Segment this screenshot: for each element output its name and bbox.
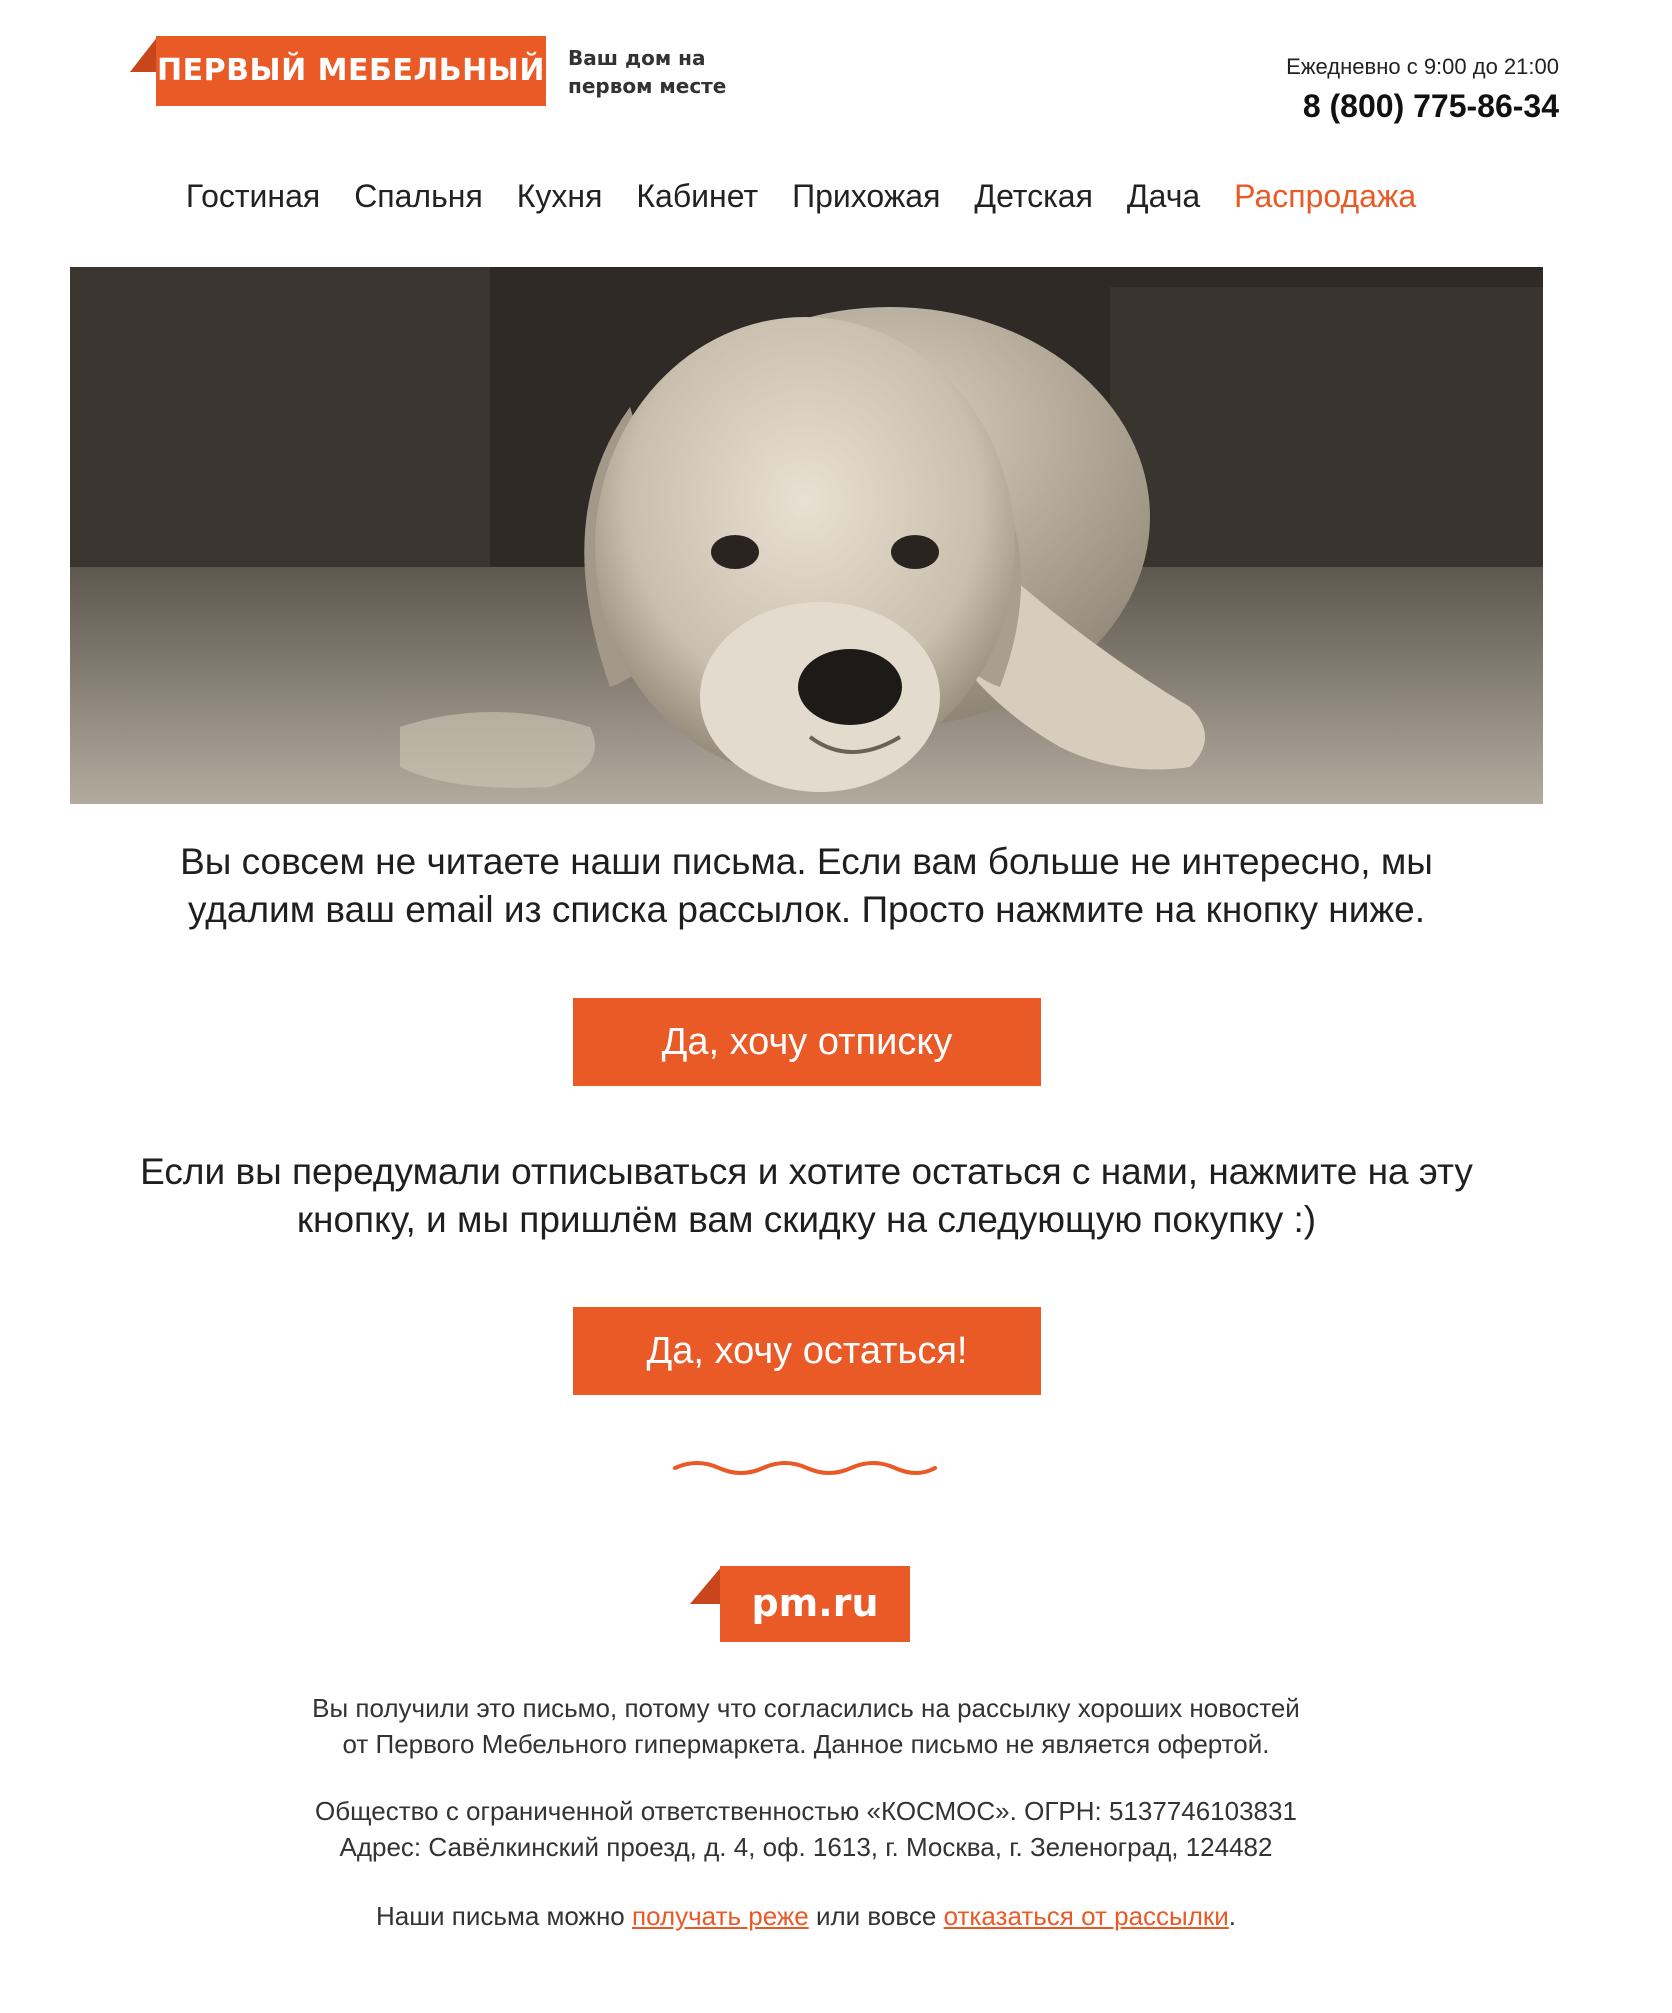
footer-logo-fold-shape	[690, 1566, 722, 1604]
footer-legal	[0, 1793, 1612, 1865]
nav-item-country-house[interactable]: Дача	[1126, 178, 1201, 214]
nav-item-living-room[interactable]: Гостиная	[185, 178, 321, 214]
receive-less-link[interactable]: получать реже	[632, 1901, 809, 1931]
footer-middle: или вовсе	[815, 1901, 937, 1931]
logo-text: ПЕРВЫЙ МЕБЕЛЬНЫЙ	[156, 36, 546, 106]
hero-dog-image	[70, 267, 1543, 804]
footer-prefix: Наши письма можно	[375, 1901, 625, 1931]
nav-item-kitchen[interactable]: Кухня	[516, 178, 603, 214]
unsubscribe-message	[70, 838, 1543, 934]
stay-subscribed-button[interactable]: Да, хочу остаться!	[573, 1307, 1041, 1395]
unsubscribe-link[interactable]: отказаться от рассылки	[943, 1901, 1229, 1931]
tagline-line1: Ваш дом на	[568, 46, 706, 70]
nav-item-office[interactable]: Кабинет	[636, 178, 759, 214]
message1-line1: Вы совсем не читаете наши письма. Если вам больше не интересно, мы	[180, 841, 1433, 882]
footer-line2: от Первого Мебельного гипермаркета. Данное письмо не является офертой.	[342, 1729, 1270, 1759]
working-hours: Ежедневно с 9:00 до 21:00	[1286, 54, 1559, 79]
nav-item-hallway[interactable]: Прихожая	[792, 178, 941, 214]
stay-message	[60, 1148, 1553, 1244]
nav-item-sale[interactable]: Распродажа	[1234, 178, 1417, 214]
message2-line2: кнопку, и мы пришлём вам скидку на следующую покупку :)	[296, 1199, 1317, 1240]
unsubscribe-button[interactable]: Да, хочу отписку	[573, 998, 1041, 1086]
logo-fold-shape	[130, 36, 158, 72]
tagline	[568, 44, 768, 100]
footer-notice	[0, 1690, 1612, 1762]
footer-logo-text: pm.ru	[720, 1566, 910, 1642]
tagline-line2: первом месте	[568, 74, 727, 98]
nav-item-kids-room[interactable]: Детская	[974, 178, 1093, 214]
nav-item-bedroom[interactable]: Спальня	[354, 178, 483, 214]
footer-line4: Адрес: Савёлкинский проезд, д. 4, оф. 1613, г. Москва, г. Зеленоград, 124482	[339, 1832, 1273, 1862]
dog-illustration	[70, 267, 1543, 804]
message2-line1: Если вы передумали отписываться и хотите остаться с нами, нажмите на эту	[140, 1151, 1473, 1192]
phone-number[interactable]: 8 (800) 775-86-34	[1302, 88, 1559, 124]
footer-line3: Общество с ограниченной ответственностью «КОСМОС». ОГРН: 5137746103831	[315, 1796, 1297, 1826]
footer-logo[interactable]	[690, 1566, 910, 1642]
footer-line1: Вы получили это письмо, потому что согласились на рассылку хороших новостей	[312, 1693, 1300, 1723]
footer-subscription-options	[0, 1898, 1612, 1934]
wave-divider-icon	[673, 1456, 937, 1480]
message1-line2: удалим ваш email из списка рассылок. Просто нажмите на кнопку ниже.	[188, 889, 1425, 930]
main-navigation	[0, 178, 1672, 215]
footer-suffix: .	[1228, 1901, 1237, 1931]
